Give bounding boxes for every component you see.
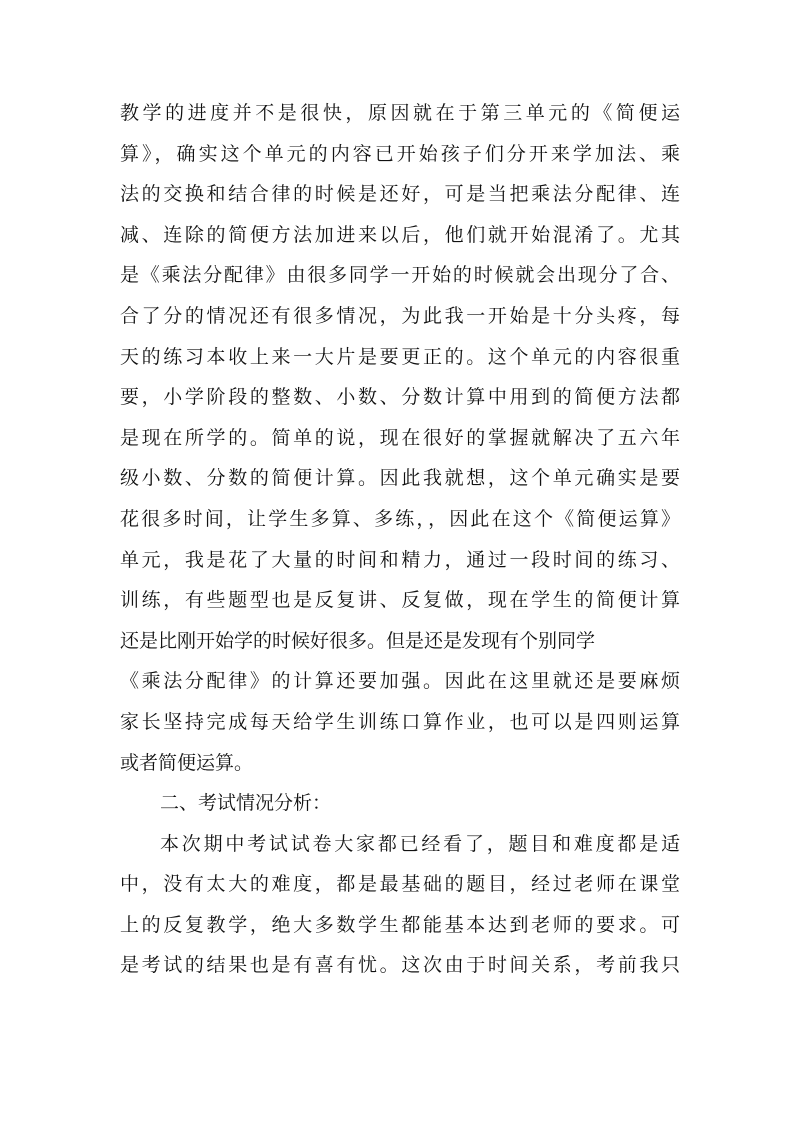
section-heading: 二、考试情况分析： [160, 792, 332, 815]
paragraph-line: 教学的进度并不是很快，原因就在于第三单元的《简便运 [120, 102, 680, 124]
paragraph-line: 上的反复教学，绝大多数学生都能基本达到老师的要求。可 [120, 913, 680, 936]
paragraph-line: 天的练习本收上来一大片是要更正的。这个单元的内容很重 [120, 345, 680, 368]
paragraph-line: 训练，有些题型也是反复讲、反复做，现在学生的简便计算 [120, 589, 680, 612]
paragraph-line: 《乘法分配律》的计算还要加强。因此在这里就还是要麻烦 [120, 670, 680, 693]
paragraph-line: 花很多时间，让学生多算、多练，，因此在这个《简便运算》 [120, 507, 680, 530]
paragraph-line: 家长坚持完成每天给学生训练口算作业，也可以是四则运算 [120, 710, 680, 733]
document-body [120, 93, 680, 986]
paragraph-line: 级小数、分数的简便计算。因此我就想，这个单元确实是要 [120, 467, 680, 490]
paragraph-line: 是现在所学的。简单的说，现在很好的掌握就解决了五六年 [120, 426, 680, 449]
paragraph-line: 合了分的情况还有很多情况，为此我一开始是十分头疼，每 [120, 304, 680, 327]
paragraph-line: 还是比刚开始学的时候好很多。但是还是发现有个别同学 [120, 629, 596, 652]
paragraph-line: 要，小学阶段的整数、小数、分数计算中用到的简便方法都 [120, 386, 680, 409]
paragraph-line: 是《乘法分配律》由很多同学一开始的时候就会出现分了合、 [120, 264, 680, 287]
paragraph-line: 算》，确实这个单元的内容已开始孩子们分开来学加法、乘 [120, 142, 680, 165]
paragraph-line: 法的交换和结合律的时候是还好，可是当把乘法分配律、连 [120, 183, 680, 206]
paragraph-line: 是考试的结果也是有喜有忧。这次由于时间关系，考前我只 [120, 954, 680, 977]
paragraph-line: 或者简便运算。 [120, 751, 254, 774]
paragraph-line: 中，没有太大的难度，都是最基础的题目，经过老师在课堂 [120, 873, 680, 896]
paragraph-line: 减、连除的简便方法加进来以后，他们就开始混淆了。尤其 [120, 223, 680, 246]
paragraph-line: 单元，我是花了大量的时间和精力，通过一段时间的练习、 [120, 548, 680, 571]
paragraph-line: 本次期中考试试卷大家都已经看了，题目和难度都是适 [160, 832, 680, 855]
